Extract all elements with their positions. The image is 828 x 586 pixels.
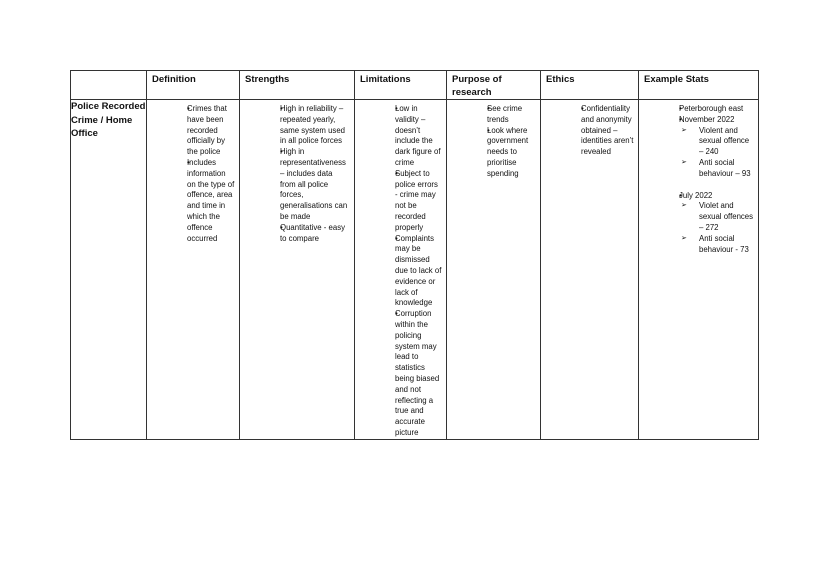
stat-item: ➢ Anti social behaviour – 93	[679, 158, 754, 180]
list-item: • Complaints may be dismissed due to lack of evidence or lack of knowledge	[395, 234, 442, 310]
strengths-cell	[240, 100, 355, 440]
purpose-cell	[447, 100, 541, 440]
period-label: November 2022	[679, 114, 735, 124]
list-item: • See crime trends	[487, 104, 536, 126]
stats-location: • Peterborough east	[679, 104, 754, 115]
header-blank	[71, 71, 147, 100]
header-limitations: Limitations	[355, 71, 447, 100]
list-item: • Includes information on the type of offence, area and time in which the offence occurred	[187, 158, 235, 244]
research-methods-table	[70, 70, 759, 440]
stat-item: ➢ Violent and sexual offence – 240	[679, 126, 754, 158]
list-item: • Quantitative - easy to compare	[280, 223, 350, 245]
ethics-cell	[541, 100, 639, 440]
stats-period-july	[679, 191, 754, 256]
period-label: July 2022	[679, 190, 713, 200]
header-row	[71, 71, 759, 100]
list-item: • High in representativeness – includes data from all police forces, generalisations can be made	[280, 147, 350, 223]
stat-item: ➢ Violet and sexual offences – 272	[679, 201, 754, 233]
table-row	[71, 100, 759, 440]
list-item: • Subject to police errors - crime may not be recorded properly	[395, 169, 442, 234]
header-example-stats: Example Stats	[639, 71, 759, 100]
list-item: • Confidentiality and anonymity obtained – identities aren’t revealed	[581, 104, 634, 158]
row-label: Police Recorded Crime / Home Office	[71, 100, 147, 440]
list-item: • Look where government needs to prioritise spending	[487, 126, 536, 180]
limitations-cell	[355, 100, 447, 440]
definition-cell	[147, 100, 240, 440]
list-item: • Low in validity – doesn’t include the dark figure of crime	[395, 104, 442, 169]
example-stats-cell	[639, 100, 759, 440]
list-item: • High in reliability – repeated yearly, same system used in all police forces	[280, 104, 350, 147]
header-ethics: Ethics	[541, 71, 639, 100]
header-strengths: Strengths	[240, 71, 355, 100]
stat-item: ➢ Anti social behaviour - 73	[679, 234, 754, 256]
header-definition: Definition	[147, 71, 240, 100]
list-item: • Corruption within the policing system may lead to statistics being biased and not reflecting a true and accurate picture	[395, 309, 442, 439]
header-purpose: Purpose of research	[447, 71, 541, 100]
stats-period-november	[679, 115, 754, 191]
list-item: • Crimes that have been recorded officially by the police	[187, 104, 235, 158]
